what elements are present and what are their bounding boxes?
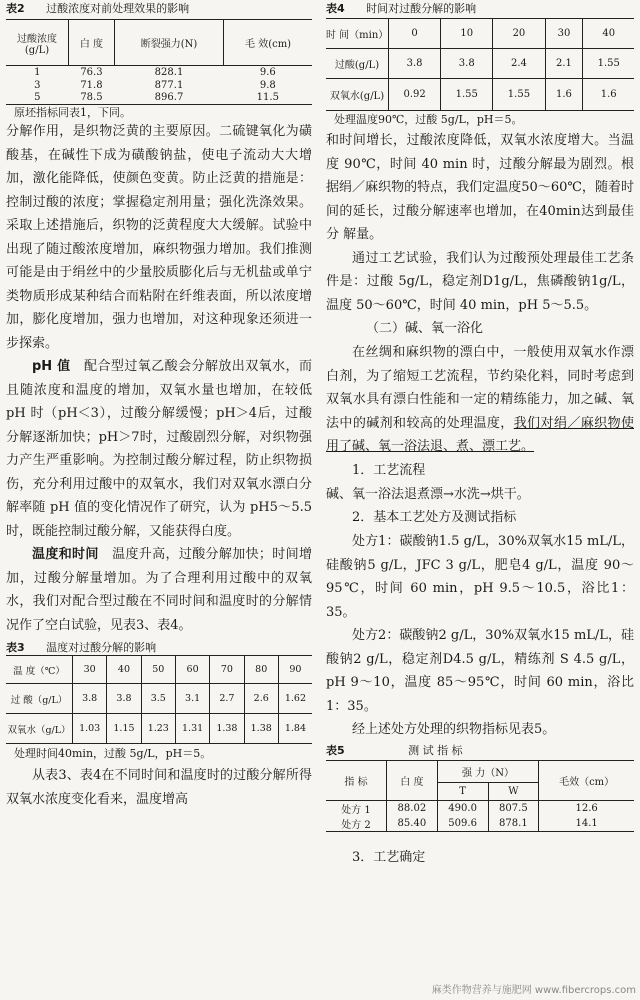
table-header: 60 [175, 656, 209, 684]
table-cell: 处方 2 [341, 819, 371, 831]
table2 [6, 19, 312, 105]
table-cell: 3.8 [107, 684, 141, 714]
ph-paragraph [6, 355, 312, 543]
temp-paragraph [6, 543, 312, 637]
table-cell: 78.5 [80, 92, 103, 104]
table2-title: 过酸浓度对前处理效果的影响 [46, 2, 190, 15]
table-header: 白 度 [387, 760, 438, 800]
table5-title: 测 试 指 标 [408, 743, 463, 757]
table-cell: 11.5 [256, 92, 279, 104]
table-cell: 14.1 [539, 816, 634, 832]
table-cell: 3.5 [141, 684, 175, 714]
sub-heading: 2．基本工艺处方及测试指标 [352, 510, 517, 525]
table3 [6, 655, 312, 744]
table-cell: 过酸(g/L) [334, 60, 380, 71]
table-cell: 5 [34, 92, 41, 104]
table-cell: 1.38 [244, 714, 278, 744]
table-row [326, 49, 634, 79]
body-paragraph: 经上述处方处理的织物指标见表5。 [352, 722, 556, 737]
table-cell: 1.6 [583, 79, 634, 111]
table-header: 指 标 [326, 760, 387, 800]
table-cell: 71.8 [80, 79, 103, 91]
table3-no: 表3 [6, 641, 25, 654]
table4-no: 表4 [326, 2, 345, 15]
table3-title: 温度对过酸分解的影响 [46, 641, 157, 654]
table-header: 50 [141, 656, 175, 684]
table-cell: 1.55 [493, 79, 545, 111]
table-cell: 1.55 [583, 49, 634, 79]
temp-text: 温度升高，过酸分解加快；时间增加，过酸分解量增加。为了合理利用过酸中的双氧水，我们对配合型过酸在不同时间和温度时的分解情况作了空白试验，见表3、表4。 [6, 547, 312, 633]
table-cell: 807.5 [488, 800, 539, 816]
recipe-2: 处方2：碳酸钠2 g/L，30%双氧水15 mL/L，硅酸钠2 g/L，稳定剂D4.5 g/L，精练剂 S 4.5 g/L，pH 9～10，温度 85～95℃，时间 60 min，浴比1：35。 [326, 628, 634, 714]
table5 [326, 760, 634, 832]
body-paragraph: 分解作用，是织物泛黄的主要原因。二硫键氧化为磺酸基，在碱性下成为磺酸钠盐，使电子流动大大增加，激化能降低，使颜色变黄。防止泛黄的措施是：控制过酸的浓度；掌握稳定剂用量；强化洗涤效果。采取上述措施后，织物的泛黄程度大大缓解。试验中出现了随过酸浓度增加，麻织物强力增加。我们推测可能是由于绢丝中的少量胶质膨化后与无机盐或单宁类物质形成某种结合而粘附在纤维表面，所以浓度增加，膨化度增加，强力也增加，对这种现象还须进一步探索。 [6, 124, 312, 351]
table-cell: 2.7 [210, 684, 244, 714]
table-row [326, 800, 634, 816]
table2-header: 白 度 [69, 20, 115, 66]
table-cell: 双氧水(g/L) [329, 91, 385, 102]
sub-heading: 3．工艺确定 [352, 849, 426, 865]
table-cell: 1.62 [278, 684, 312, 714]
table-header: 70 [210, 656, 244, 684]
table5-caption [326, 744, 634, 758]
table-cell: 1.55 [441, 79, 493, 111]
ph-text: 配合型过氧乙酸会分解放出双氧水，而且随浓度和温度的增加，双氧水量也增加，在较低 pH 时（pH＜3），过酸分解缓慢；pH＞4后，过酸分解逐渐加快；pH＞7时，过酸剧烈分解，对织物强力产生严重影响。为控制过酸分解过程，防止织物损伤，充分利用过酸中的双氧水，我们对双氧水漂白分解率随 pH 值的变化情况作了研究，认为 pH5～5.5时，既能控制过酸分解，又能获得白度。 [6, 359, 312, 539]
table4-title: 时间对过酸分解的影响 [366, 2, 477, 15]
table-cell: 877.1 [154, 79, 184, 91]
table-header: 10 [441, 19, 493, 49]
table-header: 温 度（℃） [13, 665, 65, 677]
table-cell: 878.1 [488, 816, 539, 832]
table-cell: 2.1 [545, 49, 583, 79]
table-cell: 88.02 [387, 800, 438, 816]
table-header: 20 [493, 19, 545, 49]
table-row [326, 79, 634, 111]
body-paragraph: 从表3、表4在不同时间和温度时的过酸分解所得双氧水浓度变化看来，温度增高 [6, 768, 312, 807]
table-cell: 3.8 [389, 49, 441, 79]
table-header: 毛效（cm） [539, 760, 634, 800]
table-cell: 76.3 [80, 66, 103, 78]
body-paragraph: 和时间增长，过酸浓度降低，双氧水浓度增大。当温度 90℃，时间 40 min 时，过酸分解最为剧烈。根据绢／麻织物的特点，我们定温度50～60℃，随着时间的延长，过酸分解速率也增加，在40min达到最佳分 解量。 [326, 133, 634, 242]
body-paragraph [326, 341, 634, 459]
body-paragraph: 通过工艺试验，我们认为过酸预处理最佳工艺条件是：过酸 5g/L，稳定剂D1g/L，焦磷酸钠1g/L，温度 50～60℃，时间 40 min，pH 5～5.5。 [326, 250, 634, 313]
table-cell: 9.8 [259, 79, 276, 91]
table-cell: 3.8 [73, 684, 107, 714]
table-cell: 3.8 [441, 49, 493, 79]
table-header: 90 [278, 656, 312, 684]
table2-header: 毛 效(cm) [224, 20, 312, 66]
table-cell: 1.03 [73, 714, 107, 744]
table2-caption [6, 2, 312, 16]
table-header: 30 [545, 19, 583, 49]
table-cell: 1.23 [141, 714, 175, 744]
table-cell: 490.0 [437, 800, 488, 816]
section-heading: （二）碱、氧一浴化 [366, 321, 484, 336]
table-cell: 828.1 [154, 66, 184, 78]
table4-caption [326, 2, 634, 16]
table2-header: 过酸浓度(g/L) [17, 33, 57, 56]
ph-label: pH 值 [32, 359, 71, 374]
table-cell: 9.6 [259, 66, 276, 78]
table-row [6, 714, 312, 744]
table2-note: 原坯指标同表1，下同。 [14, 106, 131, 119]
table-cell: 509.6 [437, 816, 488, 832]
table-cell: 1.31 [175, 714, 209, 744]
table-row [6, 656, 312, 684]
sub-heading: 1．工艺流程 [352, 462, 426, 478]
table-row [6, 79, 312, 92]
table-row [326, 816, 634, 832]
table-header: 80 [244, 656, 278, 684]
table-header: 时 间（min） [326, 30, 389, 41]
table-cell: 1.6 [545, 79, 583, 111]
table3-note: 处理时间40min，过酸 5g/L，pH＝5。 [14, 747, 212, 760]
table-row [6, 92, 312, 105]
table-cell: 3 [34, 79, 41, 91]
table-row [326, 19, 634, 49]
table2-no: 表2 [6, 2, 25, 15]
process-flow: 碱、氧一浴法退煮漂→水洗→烘干。 [326, 486, 530, 502]
table5-no: 表5 [326, 743, 345, 757]
table-cell: 0.92 [389, 79, 441, 111]
table-cell: 3.1 [175, 684, 209, 714]
recipe-1: 处方1：碳酸钠1.5 g/L，30%双氧水15 mL/L，硅酸钠5 g/L，JFC 3 g/L，肥皂4 g/L，温度 90～95℃，时间 60 min，pH 9.5～10.5，浴比1：35。 [326, 534, 634, 620]
table-header: 40 [107, 656, 141, 684]
watermark: 麻类作物营养与施肥网 www.fibercrops.com [431, 985, 636, 996]
table-cell: 1.38 [210, 714, 244, 744]
table-header: W [488, 782, 539, 800]
body-text: 在丝绸和麻织物的漂白中，一般使用双氧水作漂白剂，为了缩短工艺流程，节约染化料，同时考虑到双氧水具有漂白性能和一定的精练能力，加之碱、氧法中的碱剂和较高的处理温度， [326, 345, 634, 431]
table-cell: 896.7 [154, 92, 184, 104]
table-cell: 85.40 [387, 816, 438, 832]
table-row [6, 66, 312, 79]
table4 [326, 18, 634, 111]
table-cell: 处方 1 [341, 804, 371, 816]
right-column [326, 0, 634, 870]
table-header: 40 [583, 19, 634, 49]
temp-label: 温度和时间 [32, 547, 99, 562]
table-header: 30 [73, 656, 107, 684]
table-cell: 1.84 [278, 714, 312, 744]
table-cell: 1.15 [107, 714, 141, 744]
table-header: T [437, 782, 488, 800]
table3-caption [6, 641, 312, 655]
table-row [6, 684, 312, 714]
table-cell: 双氧水（g/L） [7, 724, 71, 736]
left-column [6, 0, 312, 811]
table-cell: 2.6 [244, 684, 278, 714]
table-row [326, 760, 634, 782]
table-cell: 1 [34, 66, 41, 78]
underlined-text: 我们对绢／麻织物使用了碱、氧一浴法退、煮、漂工艺。 [326, 415, 634, 454]
table4-note: 处理温度90℃，过酸 5g/L，pH＝5。 [334, 113, 523, 126]
table-cell: 2.4 [493, 49, 545, 79]
table-header: 0 [389, 19, 441, 49]
table-cell: 过 酸（g/L） [10, 694, 68, 706]
table-header: 强 力（N） [437, 760, 539, 782]
table2-header: 断裂强力(N) [114, 20, 223, 66]
table-cell: 12.6 [539, 800, 634, 816]
